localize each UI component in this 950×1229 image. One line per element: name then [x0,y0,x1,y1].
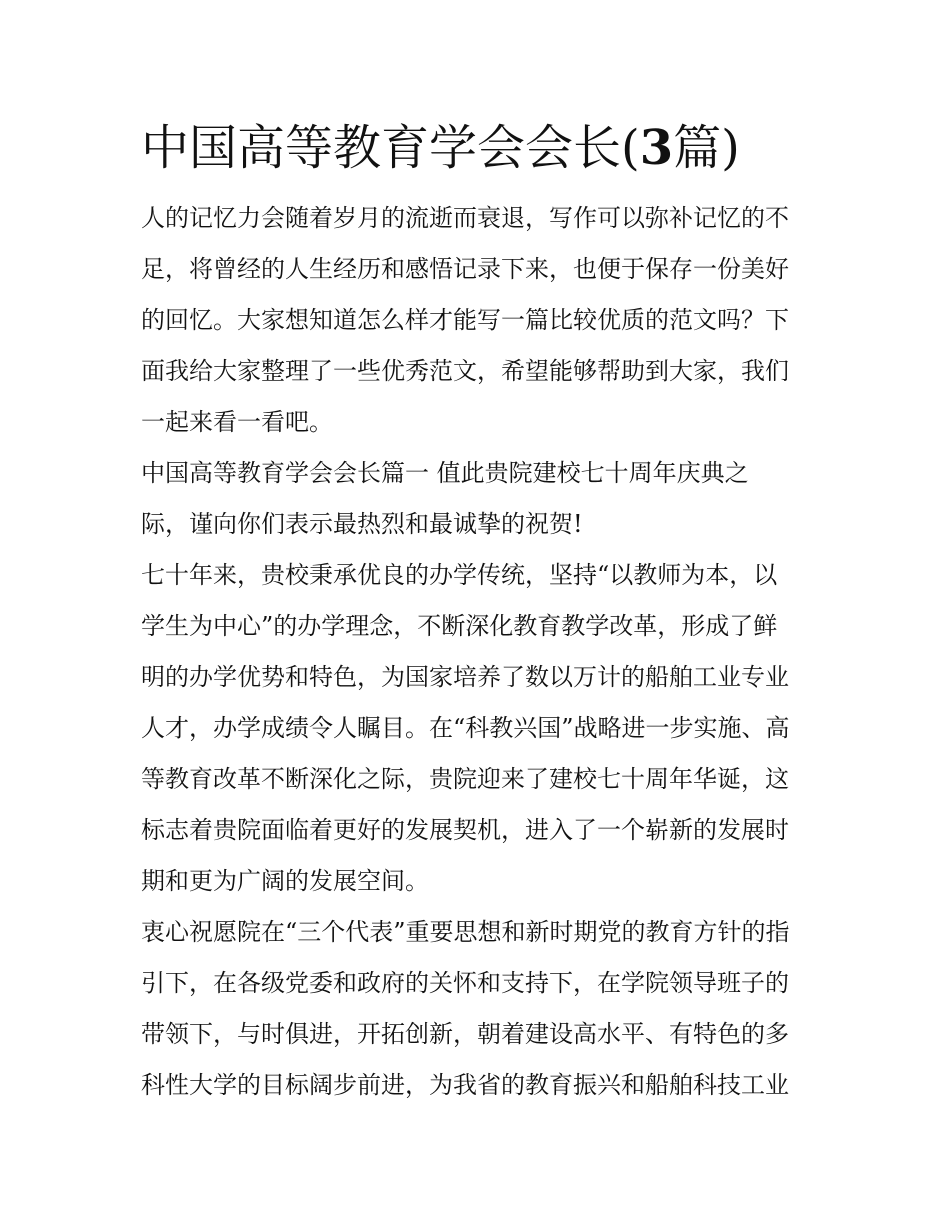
text-line: 人才，办学成绩令人瞩目。在“科教兴国”战略进一步实施、高 [141,714,790,742]
text-line: 的回忆。大家想知道怎么样才能写一篇比较优质的范文吗？下 [141,306,789,334]
text-line: 七十年来，贵校秉承优良的办学传统，坚持“以教师为本，以 [141,561,778,589]
paragraph-history [141,550,821,907]
text-line: 衷心祝愿院在“三个代表”重要思想和新时期党的教育方针的指 [141,918,790,946]
text-line: 等教育改革不断深化之际，贵院迎来了建校七十周年华诞，这 [141,765,789,793]
title-end: 篇) [673,120,740,176]
text-line: 足，将曾经的人生经历和感悟记录下来，也便于保存一份美好 [141,255,789,283]
text-line: 引下，在各级党委和政府的关怀和支持下，在学院领导班子的 [141,969,789,997]
text-line: 期和更为广阔的发展空间。 [141,867,429,895]
document-body [141,193,821,1111]
text-line: 人的记忆力会随着岁月的流逝而衰退，写作可以弥补记忆的不 [141,204,789,232]
document-title [141,118,740,178]
title-number: 3 [639,120,674,176]
paragraph-intro [141,193,821,448]
paragraph-wishes [141,907,821,1111]
text-line: 一起来看一看吧。 [141,408,333,436]
text-line: 标志着贵院面临着更好的发展契机，进入了一个崭新的发展时 [141,816,789,844]
text-line: 科性大学的目标阔步前进，为我省的教育振兴和船舶科技工业 [141,1071,789,1099]
text-line: 际，谨向你们表示最热烈和最诚挚的祝贺! [141,510,583,538]
text-line: 中国高等教育学会会长篇一 值此贵院建校七十周年庆典之 [141,459,749,487]
text-line: 带领下，与时俱进，开拓创新，朝着建设高水平、有特色的多 [141,1020,789,1048]
title-main: 中国高等教育学会会长( [141,120,640,176]
text-line: 面我给大家整理了一些优秀范文，希望能够帮助到大家，我们 [141,357,789,385]
text-line: 明的办学优势和特色，为国家培养了数以万计的船舶工业专业 [141,663,789,691]
text-line: 学生为中心”的办学理念，不断深化教育教学改革，形成了鲜 [141,612,778,640]
paragraph-article-one-heading [141,448,821,550]
